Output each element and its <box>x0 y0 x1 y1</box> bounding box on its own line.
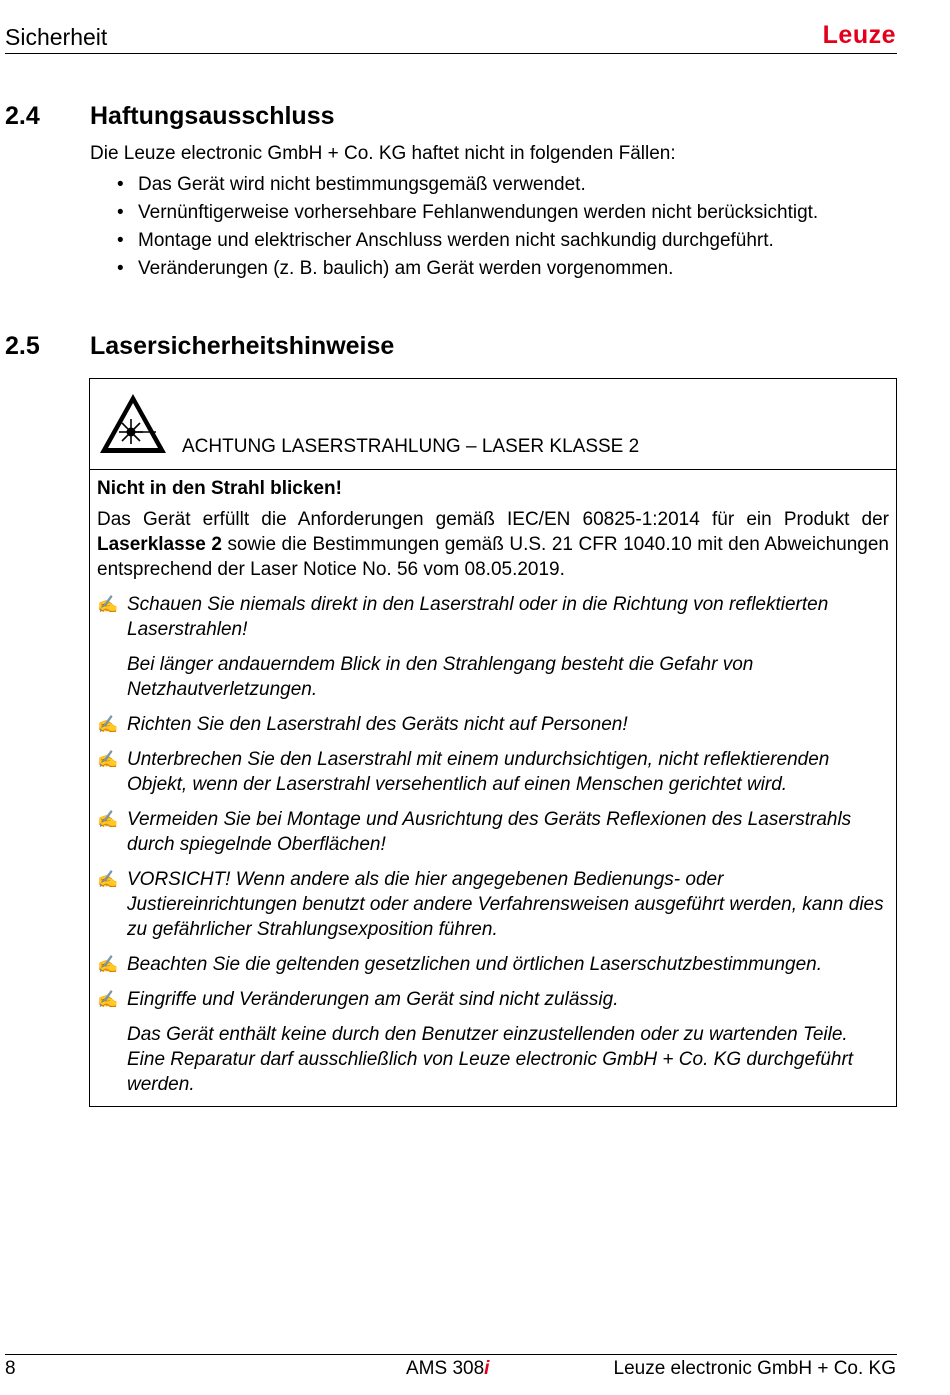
warning-heading: ACHTUNG LASERSTRAHLUNG – LASER KLASSE 2 <box>182 436 640 457</box>
section-2-5-title: Lasersicherheitshinweise <box>90 332 395 360</box>
instruction-item: ✍ Unterbrechen Sie den Laserstrahl mit einem undurchsichtigen, nicht reflektierenden Objekt, wenn der Laserstrahl versehentlich auf einen Menschen gerichtet wird. <box>97 749 830 795</box>
action-arrow-icon: ✍ <box>97 955 119 974</box>
compliance-description: Das Gerät erfüllt die Anforderungen gemäß IEC/EN 60825-1:2014 für ein Produkt der Laserklasse 2 sowie die Bestimmungen gemäß U.S. 21 CFR 1040.10 mit den Abweichungen entsprechend der Laser Notice No. 56 vom 08.05.2019. <box>97 509 889 580</box>
list-item: • Veränderungen (z. B. baulich) am Gerät werden vorgenommen. <box>90 255 818 283</box>
laser-warning-icon <box>98 392 168 456</box>
instruction-item: ✍ Eingriffe und Veränderungen am Gerät sind nicht zulässig. <box>97 989 619 1010</box>
action-arrow-icon: ✍ <box>97 810 119 829</box>
action-arrow-icon: ✍ <box>97 750 119 769</box>
instruction-item: ✍ Vermeiden Sie bei Montage und Ausrichtung des Geräts Reflexionen des Laserstrahls durch spiegelnde Oberflächen! <box>97 809 852 855</box>
instruction-item: ✍ Schauen Sie niemals direkt in den Laserstrahl oder in die Richtung von reflektierten Laserstrahlen! <box>97 594 829 640</box>
page-header-title: Sicherheit <box>5 24 108 50</box>
section-2-5-number: 2.5 <box>5 332 40 360</box>
warning-box-body <box>97 477 889 1107</box>
instruction-item: ✍ VORSICHT! Wenn andere als die hier angegebenen Bedienungs- oder Justiereinrichtungen benutzt oder andere Verfahrensweisen ausgeführt werden, kann dies zu gefährlicher Strahlungsexposition führen. <box>97 869 884 940</box>
footer-company: Leuze electronic GmbH + Co. KG <box>613 1358 896 1379</box>
action-arrow-icon: ✍ <box>97 715 119 734</box>
footer-page-number: 8 <box>5 1358 16 1379</box>
footer-rule <box>5 1354 897 1355</box>
laser-warning-box <box>89 378 897 1107</box>
list-item: • Das Gerät wird nicht bestimmungsgemäß verwendet. <box>90 171 818 199</box>
section-2-4-number: 2.4 <box>5 102 40 130</box>
list-item: • Montage und elektrischer Anschluss werden nicht sachkundig durchgeführt. <box>90 227 818 255</box>
warning-subheading: Nicht in den Strahl blicken! <box>97 478 342 499</box>
warning-box-header <box>90 379 896 470</box>
instruction-note: Das Gerät enthält keine durch den Benutzer einzustellenden oder zu wartenden Teile. Eine Reparatur darf ausschließlich von Leuze electronic GmbH + Co. KG durchgeführt werden. <box>127 1024 854 1095</box>
footer-product: AMS 308i <box>406 1358 490 1379</box>
list-item: • Vernünftigerweise vorhersehbare Fehlanwendungen werden nicht berücksichtigt. <box>90 199 818 227</box>
action-arrow-icon: ✍ <box>97 990 119 1009</box>
section-2-4-title: Haftungsausschluss <box>90 102 335 130</box>
disclaimer-bullet-list <box>90 171 818 283</box>
header-rule <box>5 53 897 54</box>
leuze-logo: Leuze <box>822 21 896 49</box>
instruction-item: ✍ Beachten Sie die geltenden gesetzlichen und örtlichen Laserschutzbestimmungen. <box>97 954 823 975</box>
instruction-note: Bei länger andauerndem Blick in den Strahlengang besteht die Gefahr von Netzhautverletzungen. <box>127 654 754 700</box>
action-arrow-icon: ✍ <box>97 595 119 614</box>
section-2-4-intro: Die Leuze electronic GmbH + Co. KG haftet nicht in folgenden Fällen: <box>90 143 676 164</box>
action-arrow-icon: ✍ <box>97 870 119 889</box>
instruction-item: ✍ Richten Sie den Laserstrahl des Geräts nicht auf Personen! <box>97 714 628 735</box>
product-suffix: i <box>484 1358 490 1379</box>
